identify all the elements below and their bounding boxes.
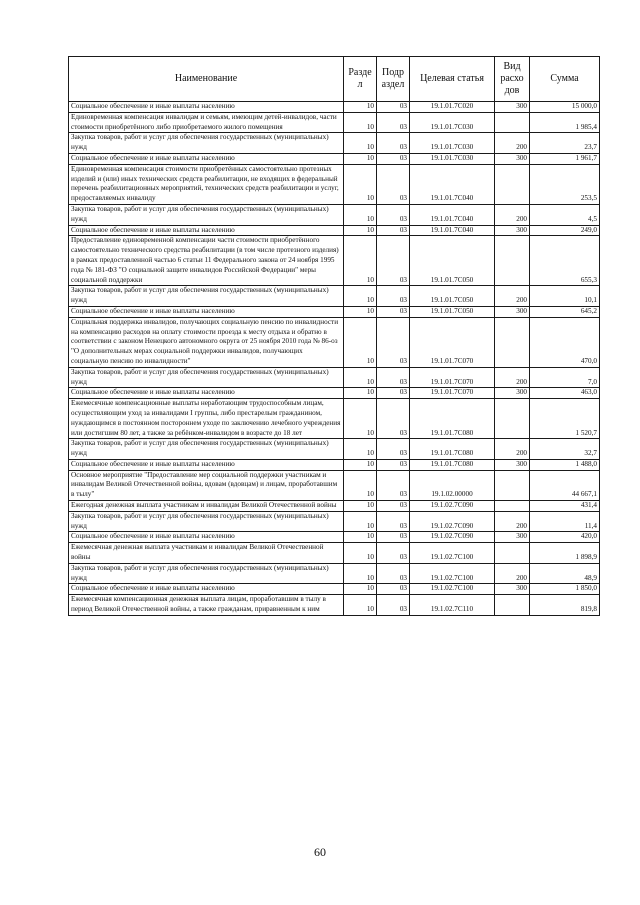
cell-vid: 300 bbox=[495, 153, 530, 164]
table-row bbox=[69, 501, 600, 512]
cell-razdel: 10 bbox=[344, 204, 377, 225]
cell-name: Социальное обеспечение и иные выплаты населению bbox=[69, 153, 344, 164]
table-row bbox=[69, 102, 600, 113]
cell-target: 19.1.02.7С090 bbox=[410, 532, 495, 543]
cell-podrazdel: 03 bbox=[377, 399, 410, 439]
header-sum: Сумма bbox=[530, 57, 600, 102]
cell-podrazdel: 03 bbox=[377, 236, 410, 286]
cell-target: 19.1.01.7С050 bbox=[410, 306, 495, 317]
cell-vid bbox=[495, 164, 530, 204]
cell-sum: 420,0 bbox=[530, 532, 600, 543]
cell-sum: 1 488,0 bbox=[530, 459, 600, 470]
cell-sum: 819,8 bbox=[530, 595, 600, 616]
cell-podrazdel: 03 bbox=[377, 317, 410, 367]
cell-razdel: 10 bbox=[344, 532, 377, 543]
cell-vid: 200 bbox=[495, 286, 530, 307]
cell-razdel: 10 bbox=[344, 388, 377, 399]
table-row bbox=[69, 112, 600, 133]
table-row bbox=[69, 225, 600, 236]
cell-target: 19.1.01.7С030 bbox=[410, 112, 495, 133]
cell-podrazdel: 03 bbox=[377, 133, 410, 154]
page-number: 60 bbox=[314, 845, 326, 859]
cell-podrazdel: 03 bbox=[377, 102, 410, 113]
cell-name: Предоставление единовременной компенсации части стоимости приобретённого самостоятельно технического средства реабилитации (в том числе протезного изделия) в рамках предоставленной частью 6 статьи 11 Федерального закона от 24 ноября 1995 года № 181-ФЗ "О социальной защите инвалидов Российской Федерации" меры социальной поддержки bbox=[69, 236, 344, 286]
cell-vid: 200 bbox=[495, 511, 530, 532]
cell-podrazdel: 03 bbox=[377, 204, 410, 225]
table-row bbox=[69, 286, 600, 307]
cell-name: Социальное обеспечение и иные выплаты населению bbox=[69, 532, 344, 543]
cell-podrazdel: 03 bbox=[377, 367, 410, 388]
cell-target: 19.1.01.7С070 bbox=[410, 388, 495, 399]
cell-target: 19.1.01.7С070 bbox=[410, 367, 495, 388]
cell-razdel: 10 bbox=[344, 225, 377, 236]
cell-sum: 10,1 bbox=[530, 286, 600, 307]
cell-razdel: 10 bbox=[344, 459, 377, 470]
budget-table bbox=[68, 56, 600, 616]
cell-name: Социальное обеспечение и иные выплаты населению bbox=[69, 584, 344, 595]
cell-vid: 300 bbox=[495, 225, 530, 236]
table-row bbox=[69, 306, 600, 317]
header-podrazdel: Подр аздел bbox=[377, 57, 410, 102]
cell-name: Закупка товаров, работ и услуг для обеспечения государственных (муниципальных) нужд bbox=[69, 563, 344, 584]
cell-razdel: 10 bbox=[344, 306, 377, 317]
cell-vid: 300 bbox=[495, 102, 530, 113]
cell-target: 19.1.01.7С040 bbox=[410, 164, 495, 204]
cell-target: 19.1.01.7С020 bbox=[410, 102, 495, 113]
cell-podrazdel: 03 bbox=[377, 543, 410, 564]
cell-sum: 645,2 bbox=[530, 306, 600, 317]
cell-razdel: 10 bbox=[344, 543, 377, 564]
header-target: Целевая статья bbox=[410, 57, 495, 102]
cell-sum: 44 667,1 bbox=[530, 470, 600, 500]
table-body bbox=[69, 102, 600, 616]
cell-podrazdel: 03 bbox=[377, 584, 410, 595]
cell-name: Закупка товаров, работ и услуг для обеспечения государственных (муниципальных) нужд bbox=[69, 367, 344, 388]
cell-vid bbox=[495, 543, 530, 564]
cell-razdel: 10 bbox=[344, 563, 377, 584]
cell-razdel: 10 bbox=[344, 584, 377, 595]
cell-razdel: 10 bbox=[344, 133, 377, 154]
cell-vid: 300 bbox=[495, 459, 530, 470]
cell-vid bbox=[495, 317, 530, 367]
table-row bbox=[69, 563, 600, 584]
cell-target: 19.1.02.00000 bbox=[410, 470, 495, 500]
cell-podrazdel: 03 bbox=[377, 532, 410, 543]
cell-name: Ежемесячная денежная выплата участникам и инвалидам Великой Отечественной войны bbox=[69, 543, 344, 564]
cell-razdel: 10 bbox=[344, 511, 377, 532]
cell-name: Социальная поддержка инвалидов, получающих социальную пенсию по инвалидности на компенсацию расходов на оплату стоимости проезда к месту отдыха и обратно в соответствии с законом Ненецкого автономного округа от 25 ноября 2010 года № 86-оз "О дополнительных мерах социальной поддержки инвалидов, получающих социальную пенсию по инвалидности" bbox=[69, 317, 344, 367]
cell-target: 19.1.01.7С080 bbox=[410, 399, 495, 439]
cell-name: Основное мероприятие "Предоставление мер социальной поддержки участникам и инвалидам Великой Отечественной войны, вдовам (вдовцам) и лицам, проработавшим в тылу" bbox=[69, 470, 344, 500]
cell-razdel: 10 bbox=[344, 470, 377, 500]
cell-vid: 200 bbox=[495, 367, 530, 388]
cell-podrazdel: 03 bbox=[377, 225, 410, 236]
cell-name: Закупка товаров, работ и услуг для обеспечения государственных (муниципальных) нужд bbox=[69, 204, 344, 225]
cell-vid bbox=[495, 501, 530, 512]
cell-podrazdel: 03 bbox=[377, 470, 410, 500]
cell-name: Закупка товаров, работ и услуг для обеспечения государственных (муниципальных) нужд bbox=[69, 439, 344, 460]
cell-target: 19.1.01.7С050 bbox=[410, 236, 495, 286]
cell-target: 19.1.01.7С080 bbox=[410, 439, 495, 460]
cell-vid: 200 bbox=[495, 204, 530, 225]
cell-sum: 1 985,4 bbox=[530, 112, 600, 133]
cell-razdel: 10 bbox=[344, 286, 377, 307]
cell-razdel: 10 bbox=[344, 236, 377, 286]
cell-razdel: 10 bbox=[344, 317, 377, 367]
cell-razdel: 10 bbox=[344, 501, 377, 512]
table-row bbox=[69, 470, 600, 500]
cell-razdel: 10 bbox=[344, 102, 377, 113]
cell-target: 19.1.02.7С100 bbox=[410, 584, 495, 595]
table-row bbox=[69, 367, 600, 388]
table-row bbox=[69, 133, 600, 154]
cell-podrazdel: 03 bbox=[377, 511, 410, 532]
header-razdel: Разде л bbox=[344, 57, 377, 102]
table-row bbox=[69, 399, 600, 439]
cell-sum: 11,4 bbox=[530, 511, 600, 532]
header-name: Наименование bbox=[69, 57, 344, 102]
cell-sum: 249,0 bbox=[530, 225, 600, 236]
cell-podrazdel: 03 bbox=[377, 164, 410, 204]
cell-razdel: 10 bbox=[344, 153, 377, 164]
cell-sum: 463,0 bbox=[530, 388, 600, 399]
table-row bbox=[69, 388, 600, 399]
table-row bbox=[69, 439, 600, 460]
cell-name: Закупка товаров, работ и услуг для обеспечения государственных (муниципальных) нужд bbox=[69, 286, 344, 307]
table-row bbox=[69, 236, 600, 286]
cell-podrazdel: 03 bbox=[377, 388, 410, 399]
cell-name: Социальное обеспечение и иные выплаты населению bbox=[69, 459, 344, 470]
cell-vid: 200 bbox=[495, 563, 530, 584]
cell-vid: 200 bbox=[495, 439, 530, 460]
cell-sum: 48,9 bbox=[530, 563, 600, 584]
cell-sum: 1 850,0 bbox=[530, 584, 600, 595]
header-vid: Вид расхо дов bbox=[495, 57, 530, 102]
cell-sum: 1 961,7 bbox=[530, 153, 600, 164]
cell-name: Единовременная компенсация стоимости приобретённых самостоятельно протезных изделий и (или) иных технических средств реабилитации, не входящих в федеральный перечень реабилитационных мероприятий, технических средств реабилитации и услуг, предоставляемых инвалиду bbox=[69, 164, 344, 204]
cell-sum: 253,5 bbox=[530, 164, 600, 204]
cell-vid: 200 bbox=[495, 133, 530, 154]
cell-sum: 32,7 bbox=[530, 439, 600, 460]
cell-podrazdel: 03 bbox=[377, 563, 410, 584]
cell-podrazdel: 03 bbox=[377, 306, 410, 317]
cell-vid: 300 bbox=[495, 388, 530, 399]
table-row bbox=[69, 595, 600, 616]
cell-target: 19.1.02.7С090 bbox=[410, 501, 495, 512]
cell-vid: 300 bbox=[495, 584, 530, 595]
cell-razdel: 10 bbox=[344, 112, 377, 133]
table-row bbox=[69, 532, 600, 543]
cell-vid bbox=[495, 112, 530, 133]
cell-sum: 7,0 bbox=[530, 367, 600, 388]
cell-target: 19.1.01.7С070 bbox=[410, 317, 495, 367]
cell-target: 19.1.02.7С100 bbox=[410, 563, 495, 584]
cell-podrazdel: 03 bbox=[377, 501, 410, 512]
cell-podrazdel: 03 bbox=[377, 595, 410, 616]
table-row bbox=[69, 153, 600, 164]
cell-razdel: 10 bbox=[344, 595, 377, 616]
cell-razdel: 10 bbox=[344, 164, 377, 204]
cell-target: 19.1.01.7С040 bbox=[410, 204, 495, 225]
cell-sum: 23,7 bbox=[530, 133, 600, 154]
cell-name: Социальное обеспечение и иные выплаты населению bbox=[69, 388, 344, 399]
cell-target: 19.1.01.7С040 bbox=[410, 225, 495, 236]
cell-razdel: 10 bbox=[344, 367, 377, 388]
cell-name: Закупка товаров, работ и услуг для обеспечения государственных (муниципальных) нужд bbox=[69, 133, 344, 154]
cell-vid bbox=[495, 399, 530, 439]
cell-sum: 4,5 bbox=[530, 204, 600, 225]
cell-name: Социальное обеспечение и иные выплаты населению bbox=[69, 102, 344, 113]
cell-name: Ежегодная денежная выплата участникам и инвалидам Великой Отечественной войны bbox=[69, 501, 344, 512]
cell-target: 19.1.01.7С030 bbox=[410, 153, 495, 164]
cell-name: Единовременная компенсация инвалидам и семьям, имеющим детей-инвалидов, части стоимости приобретённого либо приобретаемого жилого помещения bbox=[69, 112, 344, 133]
cell-sum: 431,4 bbox=[530, 501, 600, 512]
cell-name: Социальное обеспечение и иные выплаты населению bbox=[69, 225, 344, 236]
cell-name: Ежемесячные компенсационные выплаты неработающим трудоспособным лицам, осуществляющим уход за инвалидами I группы, либо престарелым гражданином, нуждающимся в постоянном постороннем уходе по заключению лечебного учреждения или достигшим 80 лет, а также за ребёнком-инвалидом в возрасте до 18 лет bbox=[69, 399, 344, 439]
table-row bbox=[69, 164, 600, 204]
cell-razdel: 10 bbox=[344, 439, 377, 460]
table-row bbox=[69, 459, 600, 470]
cell-podrazdel: 03 bbox=[377, 286, 410, 307]
cell-sum: 470,0 bbox=[530, 317, 600, 367]
cell-vid bbox=[495, 470, 530, 500]
cell-vid bbox=[495, 595, 530, 616]
cell-name: Закупка товаров, работ и услуг для обеспечения государственных (муниципальных) нужд bbox=[69, 511, 344, 532]
cell-sum: 1 898,9 bbox=[530, 543, 600, 564]
table-row bbox=[69, 511, 600, 532]
cell-sum: 655,3 bbox=[530, 236, 600, 286]
table-row bbox=[69, 317, 600, 367]
cell-target: 19.1.01.7С080 bbox=[410, 459, 495, 470]
cell-vid bbox=[495, 236, 530, 286]
cell-target: 19.1.02.7С090 bbox=[410, 511, 495, 532]
cell-podrazdel: 03 bbox=[377, 112, 410, 133]
table-row bbox=[69, 204, 600, 225]
cell-podrazdel: 03 bbox=[377, 439, 410, 460]
cell-podrazdel: 03 bbox=[377, 153, 410, 164]
cell-target: 19.1.01.7С050 bbox=[410, 286, 495, 307]
table-header bbox=[69, 57, 600, 102]
cell-vid: 300 bbox=[495, 532, 530, 543]
cell-name: Социальное обеспечение и иные выплаты населению bbox=[69, 306, 344, 317]
cell-target: 19.1.02.7С100 bbox=[410, 543, 495, 564]
table-row bbox=[69, 543, 600, 564]
cell-target: 19.1.02.7С110 bbox=[410, 595, 495, 616]
cell-vid: 300 bbox=[495, 306, 530, 317]
cell-name: Ежемесячная компенсационная денежная выплата лицам, проработавшим в тылу в период Великой Отечественной войны, а также гражданам, приравненным к ним bbox=[69, 595, 344, 616]
cell-sum: 15 000,0 bbox=[530, 102, 600, 113]
table-row bbox=[69, 584, 600, 595]
cell-razdel: 10 bbox=[344, 399, 377, 439]
cell-podrazdel: 03 bbox=[377, 459, 410, 470]
cell-target: 19.1.01.7С030 bbox=[410, 133, 495, 154]
cell-sum: 1 520,7 bbox=[530, 399, 600, 439]
